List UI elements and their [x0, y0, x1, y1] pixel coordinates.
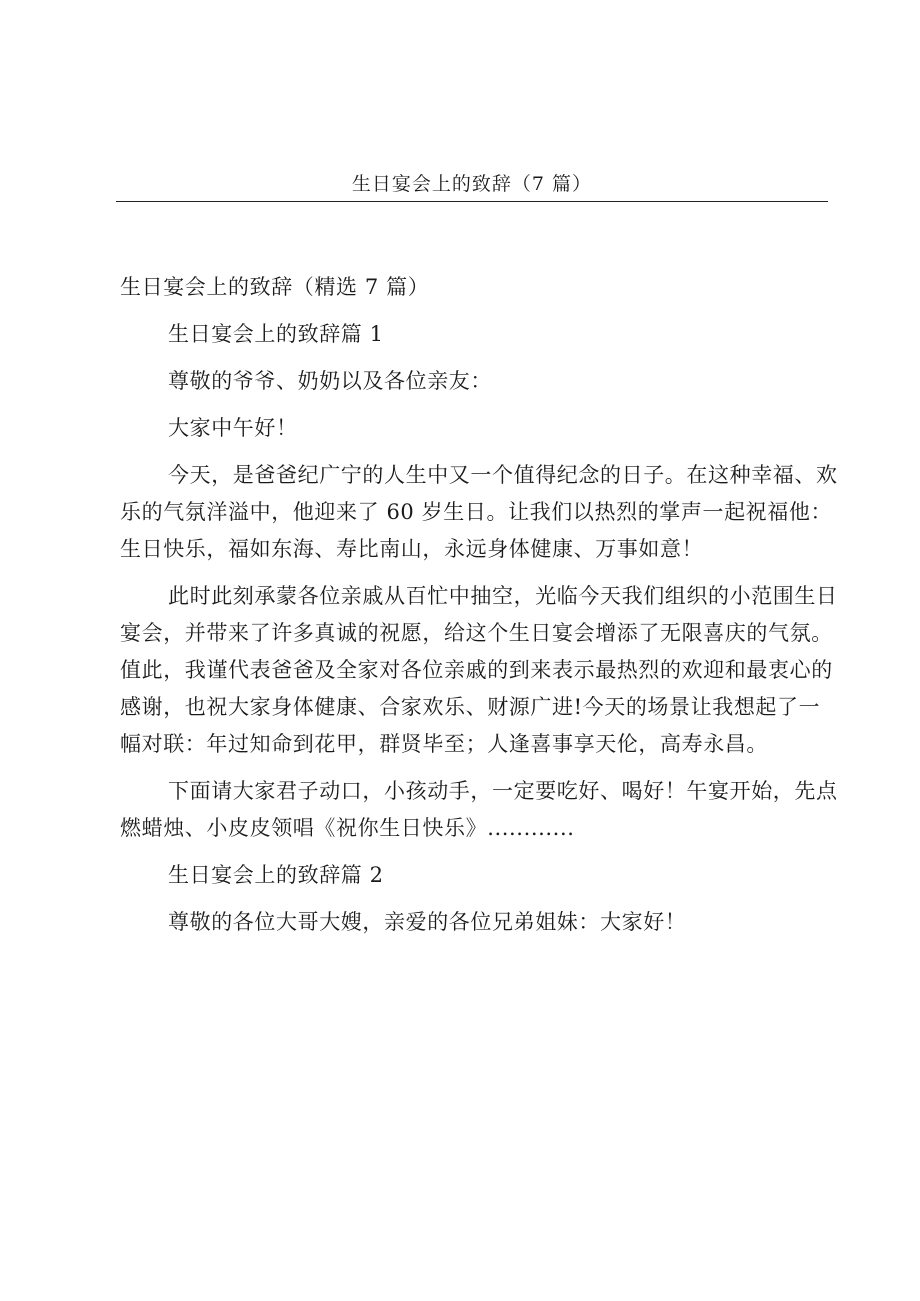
paragraph: 此时此刻承蒙各位亲戚从百忙中抽空，光临今天我们组织的小范围生日宴会，并带来了许多真诚的祝愿，给这个生日宴会增添了无限喜庆的气氛。值此，我谨代表爸爸及全家对各位亲戚的到来表示最热烈的欢迎和最衷心的感谢，也祝大家身体健康、合家欢乐、财源广进!今天的场景让我想起了一幅对联：年过知命到花甲，群贤毕至；人逢喜事享天伦，高寿永昌。: [120, 584, 838, 756]
paragraph: 下面请大家君子动口，小孩动手，一定要吃好、喝好！午宴开始，先点燃蜡烛、小皮皮领唱《祝你生日快乐》............: [120, 779, 838, 840]
header-divider: [116, 201, 828, 202]
paragraph: 今天，是爸爸纪广宁的人生中又一个值得纪念的日子。在这种幸福、欢乐的气氛洋溢中，他迎来了 60 岁生日。让我们以热烈的掌声一起祝福他：生日快乐，福如东海、寿比南山，永远身体健康、万事如意！: [120, 463, 838, 561]
main-title: 生日宴会上的致辞（精选 7 篇）: [120, 275, 430, 299]
paragraph: 尊敬的各位大哥大嫂，亲爱的各位兄弟姐妹：大家好！: [168, 910, 687, 934]
document-body: [120, 269, 840, 941]
section-heading: 生日宴会上的致辞篇 2: [168, 863, 384, 887]
paragraph: 尊敬的爷爷、奶奶以及各位亲友：: [168, 369, 492, 393]
running-header-title: 生日宴会上的致辞（7 篇）: [351, 173, 593, 195]
section-heading: 生日宴会上的致辞篇 1: [168, 322, 384, 346]
paragraph: 大家中午好！: [168, 416, 298, 440]
